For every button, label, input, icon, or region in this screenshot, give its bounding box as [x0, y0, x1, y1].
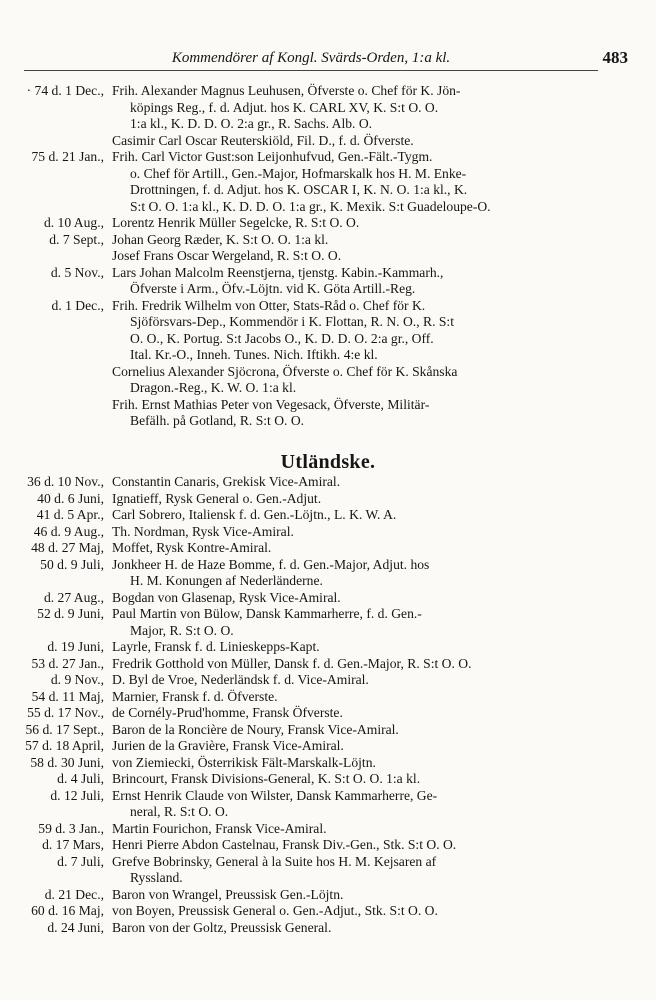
entry-text: Baron de la Roncière de Noury, Fransk Vice-Amiral.: [112, 721, 399, 737]
list-item: [4, 672, 624, 689]
list-item: [4, 83, 624, 133]
entry-date: 50 d. 9 Juli,: [40, 556, 104, 572]
running-header: [24, 48, 628, 71]
entry-text: Lorentz Henrik Müller Segelcke, R. S:t O. O.: [112, 215, 360, 230]
entry-text: Martin Fourichon, Fransk Vice-Amiral.: [112, 820, 327, 836]
entry-date: 48 d. 27 Maj,: [31, 540, 104, 555]
entry-text: Cornelius Alexander Sjöcrona, Öfverste o. Chef för K. Skånska: [112, 363, 458, 379]
list-item: [4, 837, 624, 854]
entry-text: de Cornély-Prud'homme, Fransk Öfverste.: [112, 705, 343, 720]
list-item: [4, 903, 624, 920]
list-item: [4, 474, 624, 491]
entry-text: D. Byl de Vroe, Nederländsk f. d. Vice-Amiral.: [112, 672, 369, 687]
entry-date: 40 d. 6 Juni,: [37, 490, 104, 506]
entry-text: Brincourt, Fransk Divisions-General, K. S:t O. O. 1:a kl.: [112, 771, 421, 786]
entry-date: 57 d. 18 April,: [25, 738, 104, 753]
entry-text: Jonkheer H. de Haze Bomme, f. d. Gen.-Major, Adjut. hos: [112, 556, 430, 572]
entry-continuation: köpings Reg., f. d. Adjut. hos K. CARL XV, K. S:t O. O.: [130, 99, 439, 115]
entry-date: 58 d. 30 Juni,: [30, 754, 104, 770]
list-item: [4, 149, 624, 215]
entry-text: Carl Sobrero, Italiensk f. d. Gen.-Löjtn., L. K. W. A.: [112, 507, 397, 522]
entry-date: 52 d. 9 Juni,: [37, 606, 104, 621]
list-item: [4, 788, 624, 821]
page-number: 483: [602, 48, 628, 67]
list-item: [4, 232, 624, 249]
list-item: [4, 215, 624, 232]
entry-text: Frih. Carl Victor Gust:son Leijonhufvud, Gen.-Fält.-Tygm.: [112, 149, 433, 164]
entry-text: Henri Pierre Abdon Castelnau, Fransk Div.-Gen., Stk. S:t O. O.: [112, 837, 457, 852]
entry-text: von Boyen, Preussisk General o. Gen.-Adjut., Stk. S:t O. O.: [112, 903, 438, 918]
entry-continuation: Drottningen, f. d. Adjut. hos K. OSCAR I, K. N. O. 1:a kl., K.: [130, 182, 468, 197]
entry-date: · 74 d. 1 Dec.,: [26, 83, 104, 98]
entry-continuation: Dragon.-Reg., K. W. O. 1:a kl.: [130, 380, 297, 395]
list-item: [4, 887, 624, 904]
entry-text: Th. Nordman, Rysk Vice-Amiral.: [112, 523, 294, 539]
list-item: [4, 771, 624, 788]
entry-date: d. 5 Nov.,: [50, 264, 104, 280]
list-item: [4, 606, 624, 639]
entry-continuation: S:t O. O. 1:a kl., K. D. D. O. 1:a gr., K. Mexik. S:t Guadeloupe-O.: [130, 198, 491, 214]
entry-date: d. 10 Aug.,: [43, 215, 104, 230]
list-item: [4, 738, 624, 755]
entry-date: 55 d. 17 Nov.,: [27, 705, 104, 720]
list-item: [4, 298, 624, 364]
entry-date: 53 d. 27 Jan.,: [31, 655, 104, 671]
entry-continuation: Ryssland.: [130, 870, 183, 885]
entry-text: Baron von der Goltz, Preussisk General.: [112, 919, 332, 935]
entry-text: Baron von Wrangel, Preussisk Gen.-Löjtn.: [112, 886, 344, 902]
entry-text: Frih. Ernst Mathias Peter von Vegesack, Öfverste, Militär-: [112, 396, 430, 412]
entry-text: Casimir Carl Oscar Reuterskiöld, Fil. D., f. d. Öfverste.: [112, 132, 414, 148]
entry-date: d. 19 Juni,: [47, 639, 104, 654]
entry-date: 60 d. 16 Maj,: [31, 903, 104, 918]
entry-text: Layrle, Fransk f. d. Linieskepps-Kapt.: [112, 639, 320, 654]
entry-date: d. 21 Dec.,: [44, 886, 104, 902]
entry-text: Constantin Canaris, Grekisk Vice-Amiral.: [112, 474, 341, 489]
entry-continuation: H. M. Konungen af Nederländerne.: [130, 573, 323, 588]
entry-continuation: Major, R. S:t O. O.: [130, 622, 234, 638]
entry-text: Johan Georg Ræder, K. S:t O. O. 1:a kl.: [112, 231, 329, 247]
entry-date: 59 d. 3 Jan.,: [38, 820, 104, 836]
list-item: [4, 397, 624, 430]
list-item: [4, 920, 624, 937]
entry-continuation: 1:a kl., K. D. D. O. 2:a gr., R. Sachs. Alb. O.: [130, 116, 373, 131]
entry-continuation: Ital. Kr.-O., Inneh. Tunes. Nich. Iftikh. 4:e kl.: [130, 347, 378, 362]
list-item: [4, 248, 624, 265]
entry-date: d. 1 Dec.,: [51, 297, 104, 313]
list-item: [4, 639, 624, 656]
entry-continuation: Befälh. på Gotland, R. S:t O. O.: [130, 413, 305, 428]
entry-continuation: o. Chef för Artill., Gen.-Major, Hofmarskalk hos H. M. Enke-: [130, 165, 467, 181]
entry-date: 36 d. 10 Nov.,: [27, 474, 104, 489]
list-item: [4, 705, 624, 722]
entry-text: Frih. Alexander Magnus Leuhusen, Öfverste o. Chef för K. Jön-: [112, 83, 461, 98]
entry-continuation: Sjöförsvars-Dep., Kommendör i K. Flottan, R. N. O., R. S:t: [130, 314, 454, 329]
list-item: [4, 557, 624, 590]
entry-text: Paul Martin von Bülow, Dansk Kammarherre, f. d. Gen.-: [112, 606, 422, 621]
entry-date: 56 d. 17 Sept.,: [25, 721, 104, 737]
list-item: [4, 821, 624, 838]
list-item: [4, 133, 624, 150]
list-item: [4, 364, 624, 397]
entry-text: Bogdan von Glasenap, Rysk Vice-Amiral.: [112, 589, 341, 605]
entry-text: Moffet, Rysk Kontre-Amiral.: [112, 540, 272, 555]
entry-text: Lars Johan Malcolm Reenstjerna, tjenstg. Kabin.-Kammarh.,: [112, 264, 444, 280]
list-item: [4, 491, 624, 508]
list-item: [4, 854, 624, 887]
entry-date: 41 d. 5 Apr.,: [36, 507, 104, 522]
entry-date: d. 24 Juni,: [47, 919, 104, 935]
entry-continuation: O. O., K. Portug. S:t Jacobs O., K. D. D. O. 2:a gr., Off.: [130, 330, 434, 346]
entry-date: d. 4 Juli,: [57, 771, 104, 786]
list-item: [4, 507, 624, 524]
entry-text: Frih. Fredrik Wilhelm von Otter, Stats-Råd o. Chef för K.: [112, 297, 426, 313]
header-title: Kommendörer af Kongl. Svärds-Orden, 1:a kl.: [171, 50, 451, 66]
entry-text: Marnier, Fransk f. d. Öfverste.: [112, 688, 278, 704]
list-item: [4, 722, 624, 739]
entry-text: Josef Frans Oscar Wergeland, R. S:t O. O.: [112, 248, 342, 263]
list-item: [4, 689, 624, 706]
entry-text: Jurien de la Gravière, Fransk Vice-Amiral.: [112, 738, 344, 753]
entry-date: d. 17 Mars,: [42, 837, 104, 852]
entry-date: d. 27 Aug.,: [43, 589, 104, 605]
list-item: [4, 265, 624, 298]
entry-date: d. 7 Juli,: [57, 853, 104, 869]
entry-text: Grefve Bobrinsky, General à la Suite hos H. M. Kejsaren af: [112, 853, 437, 869]
entry-continuation: Öfverste i Arm., Öfv.-Löjtn. vid K. Göta Artill.-Reg.: [130, 281, 416, 296]
entry-continuation: neral, R. S:t O. O.: [130, 804, 229, 819]
entry-date: d. 12 Juli,: [50, 787, 104, 803]
entry-date: d. 7 Sept.,: [49, 231, 104, 247]
entry-date: 54 d. 11 Maj,: [31, 688, 104, 704]
entry-text: Ignatieff, Rysk General o. Gen.-Adjut.: [112, 490, 322, 506]
list-item: [4, 590, 624, 607]
entry-text: von Ziemiecki, Österrikisk Fält-Marskalk-Löjtn.: [112, 754, 376, 770]
entry-date: d. 9 Nov.,: [50, 672, 104, 687]
section-heading: Utländske.: [280, 451, 376, 473]
entry-date: 46 d. 9 Aug.,: [33, 523, 104, 539]
entry-date: 75 d. 21 Jan.,: [31, 149, 104, 164]
list-item: [4, 755, 624, 772]
entry-text: Ernst Henrik Claude von Wilster, Dansk Kammarherre, Ge-: [112, 787, 438, 803]
list-item: [4, 656, 624, 673]
list-item: [4, 540, 624, 557]
entry-text: Fredrik Gotthold von Müller, Dansk f. d. Gen.-Major, R. S:t O. O.: [112, 655, 472, 671]
list-item: [4, 524, 624, 541]
